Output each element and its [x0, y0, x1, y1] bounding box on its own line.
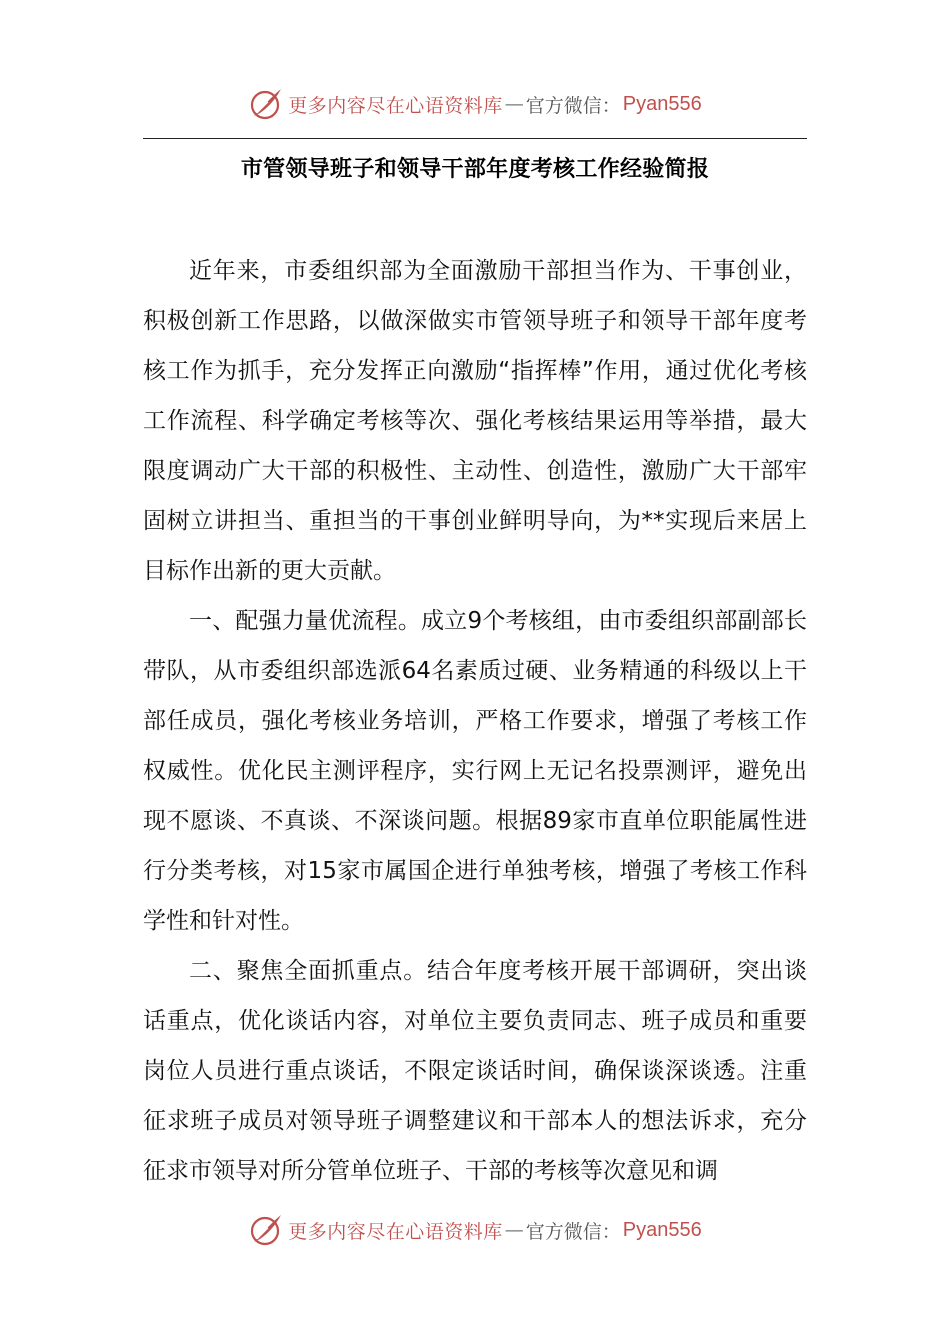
watermark-suffix: 官方微信：	[525, 1220, 621, 1243]
paragraph-intro: 近年来，市委组织部为全面激励干部担当作为、干事创业，积极创新工作思路，以做深做实市管领导班子和领导干部年度考核工作为抓手，充分发挥正向激励“指挥棒”作用，通过优化考核工作流程、科学确定考核等次、强化考核结果运用等举措，最大限度调动广大干部的积极性、主动性、创造性，激励广大干部牢固树立讲担当、重担当的干事创业鲜明导向，为**实现后来居上目标作出新的更大贡献。	[143, 258, 807, 584]
watermark-suffix: 官方微信：	[525, 94, 621, 117]
watermark-separator: —	[504, 1219, 524, 1241]
watermark-wechat-id: Pyan556	[622, 92, 702, 115]
paragraph-section-2: 二、聚焦全面抓重点。结合年度考核开展干部调研，突出谈话重点，优化谈话内容，对单位主要负责同志、班子成员和重要岗位人员进行重点谈话，不限定谈话时间，确保谈深谈透。注重征求班子成员对领导班子调整建议和干部本人的想法诉求，充分征求市领导对所分管单位班子、干部的考核等次意见和调	[143, 958, 807, 1184]
header-rule	[143, 138, 807, 139]
quill-logo-icon	[248, 86, 284, 122]
document-body	[143, 246, 807, 1196]
watermark-separator: —	[504, 93, 524, 115]
watermark-text: 更多内容尽在心语资料库	[288, 1220, 503, 1243]
quill-logo-icon	[248, 1212, 284, 1248]
watermark-header	[0, 84, 950, 124]
watermark-wechat-id: Pyan556	[622, 1218, 702, 1241]
document-title: 市管领导班子和领导干部年度考核工作经验简报	[240, 157, 710, 182]
watermark-footer	[0, 1210, 950, 1250]
watermark-text: 更多内容尽在心语资料库	[288, 94, 503, 117]
paragraph-section-1: 一、配强力量优流程。成立9个考核组，由市委组织部副部长带队，从市委组织部选派64名素质过硬、业务精通的科级以上干部任成员，强化考核业务培训，严格工作要求，增强了考核工作权威性。优化民主测评程序，实行网上无记名投票测评，避免出现不愿谈、不真谈、不深谈问题。根据89家市直单位职能属性进行分类考核，对15家市属国企进行单独考核，增强了考核工作科学性和针对性。	[143, 608, 807, 934]
